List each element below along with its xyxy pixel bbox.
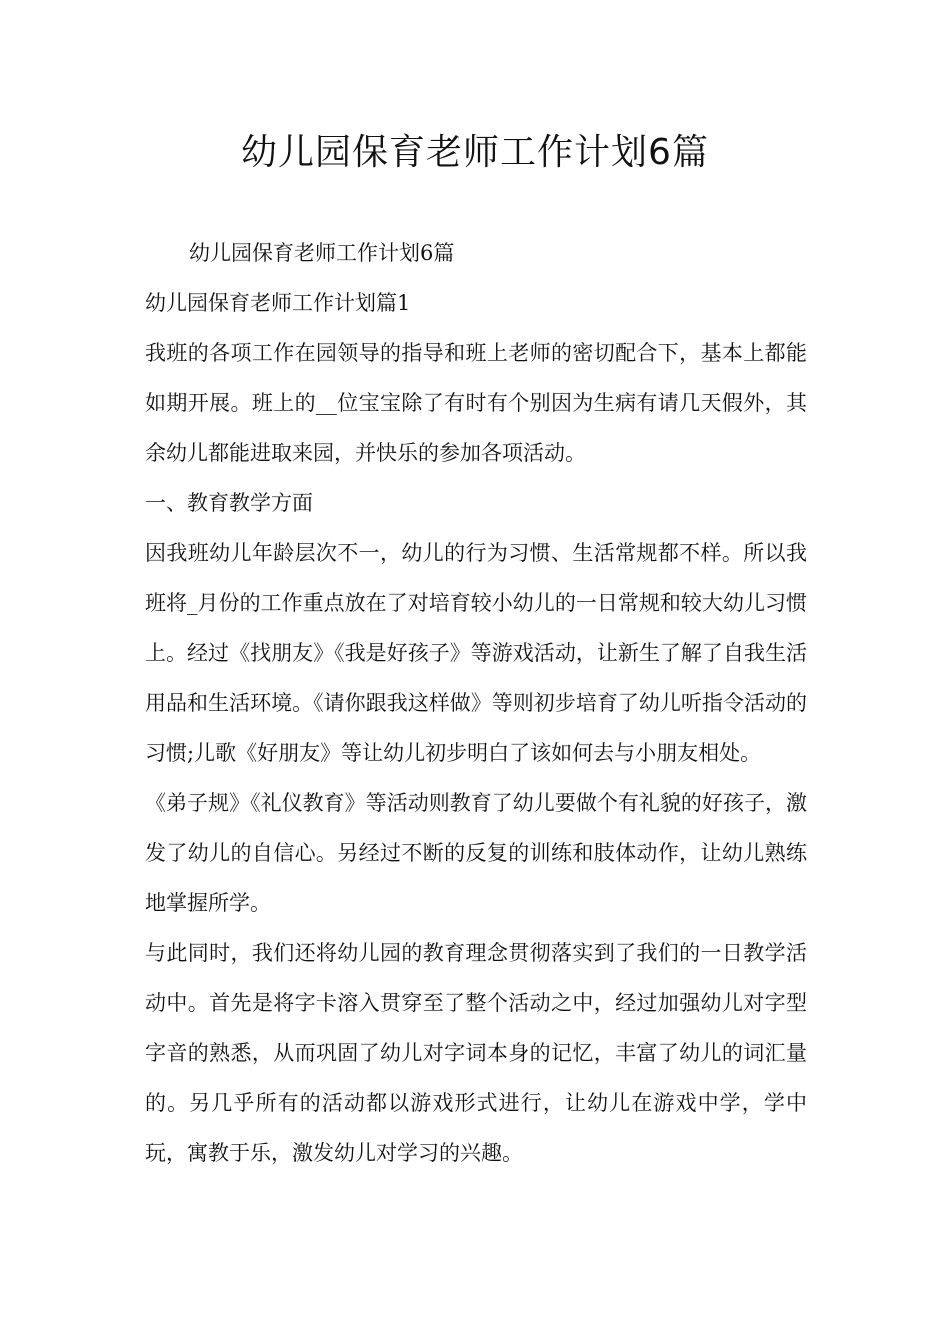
section-heading: 幼儿园保育老师工作计划篇1 (145, 291, 411, 315)
body-paragraph: 我班的各项工作在园领导的指导和班上老师的密切配合下，基本上都能如期开展。班上的__位宝宝除了有时有个别因为生病有请几天假外，其余幼儿都能进取来园，并快乐的参加各项活动。 (145, 341, 807, 465)
section-heading: 一、教育教学方面 (145, 491, 313, 515)
document-title: 幼儿园保育老师工作计划6篇 (241, 132, 709, 173)
body-paragraph: 因我班幼儿年龄层次不一，幼儿的行为习惯、生活常规都不样。所以我班将_月份的工作重点放在了对培育较小幼儿的一日常规和较大幼儿习惯上。经过《找朋友》《我是好孩子》等游戏活动，让新生了解了自我生活用品和生活环境。《请你跟我这样做》等则初步培育了幼儿听指令活动的习惯;儿歌《好朋友》等让幼儿初步明白了该如何去与小朋友相处。 (145, 541, 807, 765)
subtitle-paragraph: 幼儿园保育老师工作计划6篇 (189, 241, 455, 265)
body-paragraph: 《弟子规》《礼仪教育》等活动则教育了幼儿要做个有礼貌的好孩子，激发了幼儿的自信心。另经过不断的反复的训练和肢体动作，让幼儿熟练地掌握所学。 (145, 791, 807, 915)
body-paragraph: 与此同时，我们还将幼儿园的教育理念贯彻落实到了我们的一日教学活动中。首先是将字卡溶入贯穿至了整个活动之中，经过加强幼儿对字型字音的熟悉，从而巩固了幼儿对字词本身的记忆，丰富了幼儿的词汇量的。另几乎所有的活动都以游戏形式进行，让幼儿在游戏中学，学中玩，寓教于乐，激发幼儿对学习的兴趣。 (145, 941, 807, 1165)
document-body (145, 228, 807, 1178)
